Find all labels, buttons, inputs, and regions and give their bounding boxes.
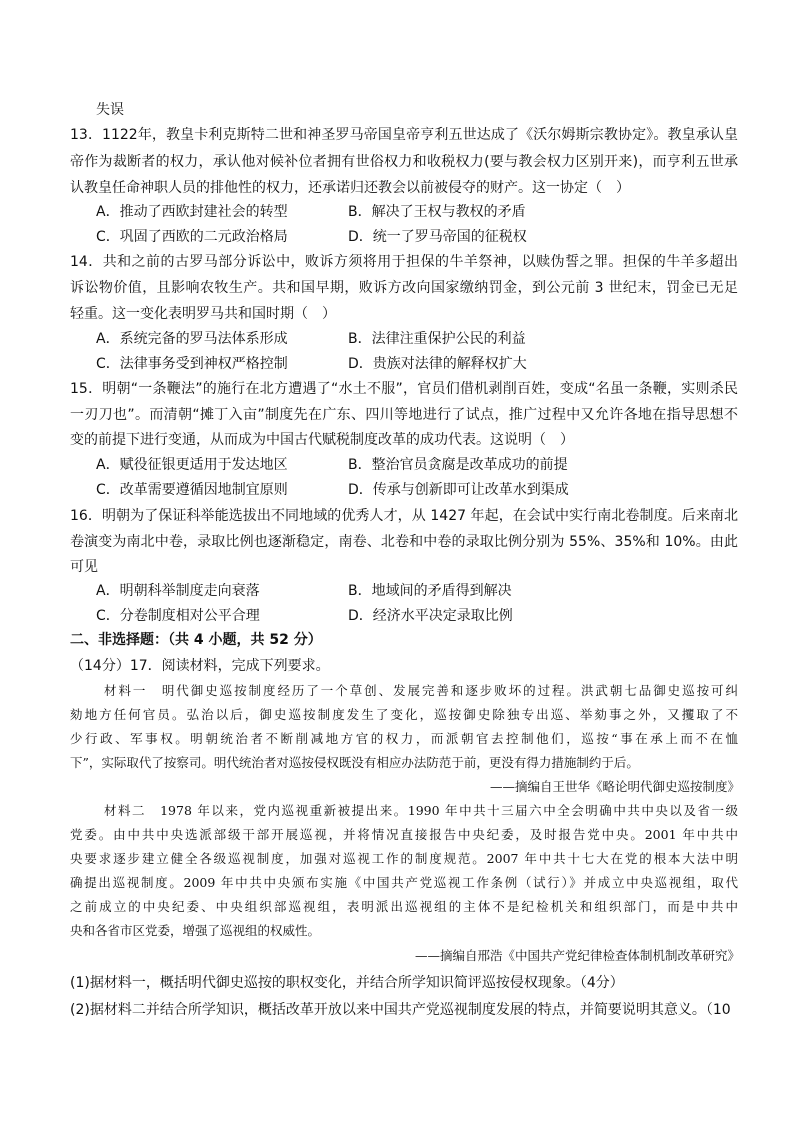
- option-b: B．地域间的矛盾得到解决: [348, 583, 512, 599]
- material-source: ——摘编自王世华《略论明代御史巡按制度》: [489, 779, 740, 794]
- option-b: B．解决了王权与教权的矛盾: [348, 204, 526, 220]
- question-line: 轻重。这一变化表明罗马共和国时期（ ）: [70, 306, 336, 322]
- option-c: C．法律事务受到神权严格控制: [96, 356, 288, 372]
- question-line: 变的前提下进行变通，从而成为中国古代赋税制度改革的成功代表。这说明（ ）: [70, 432, 574, 448]
- option-a: A．赋役征银更适用于发达地区: [96, 457, 288, 473]
- question-line: 认教皇任命神职人员的排他性的权力，还承诺归还教会以前被侵夺的财产。这一协定（ ）: [70, 180, 630, 196]
- option-d: D．贵族对法律的解释权扩大: [348, 356, 527, 372]
- material-line: 少行政、军事权。明朝统治者不断削减地方官的权力，而派朝官去控制他们，巡按“事在承上而不在恤: [70, 731, 738, 746]
- question-line: 14．共和之前的古罗马部分诉讼中，败诉方须将用于担保的牛羊祭神，以赎伪誓之罪。担保的牛羊多超出: [70, 254, 738, 270]
- question-line: 13．1122年，教皇卡利克斯特二世和神圣罗马帝国皇帝亨利五世达成了《沃尔姆斯宗教协定》。教皇承认皇: [70, 127, 738, 143]
- material-line: 劾地方任何官员。弘治以后，御史巡按制度发生了变化，巡按御史除独专出巡、举劾事之外，又攫取了不: [70, 707, 738, 722]
- material-line: 央要求逐步建立健全各级巡视制度，加强对巡视工作的制度规范。2007 年中共十七大在党的根本大法中明: [70, 851, 738, 866]
- option-b: B．法律注重保护公民的利益: [348, 331, 526, 347]
- material-line: 下”，实际取代了按察司。明代统治者对巡按侵权既没有相应办法防范于前，更没有得力措施制约于后。: [70, 755, 639, 770]
- material-line: 材料一 明代御史巡按制度经历了一个草创、发展完善和逐步败坏的过程。洪武朝七品御史巡按可纠: [104, 683, 738, 698]
- material-line: 确提出巡视制度。2009 年中共中央颁布实施《中国共产党巡视工作条例（试行）》并成立中央巡视组，取代: [70, 875, 738, 890]
- question-line: 诉讼物价值，且影响农牧生产。共和国早期，败诉方改向国家缴纳罚金，到公元前 3 世纪末，罚金已无足: [70, 280, 738, 296]
- option-d: D．经济水平决定录取比例: [348, 608, 513, 624]
- option-d: D．统一了罗马帝国的征税权: [348, 229, 527, 245]
- question-line: 16．明朝为了保证科举能选拔出不同地域的优秀人才，从 1427 年起，在会试中实行南北卷制度。后来南北: [70, 508, 738, 524]
- question-line: 帝作为裁断者的权力，承认他对候补位者拥有世俗权力和收税权力(要与教会权力区别开来)，而亨利五世承: [70, 154, 738, 170]
- material-line: 之前成立的中央纪委、中央组织部巡视组，表明派出巡视组的主体不是纪检机关和组织部门，而是中共中: [70, 899, 738, 914]
- sub-question-1: (1)据材料一，概括明代御史巡按的职权变化，并结合所学知识简评巡按侵权现象。（4分）: [70, 975, 624, 991]
- option-a: A．系统完备的罗马法体系形成: [96, 331, 288, 347]
- option-c: C．巩固了西欧的二元政治格局: [96, 229, 288, 245]
- top-fragment: 失误: [96, 102, 124, 118]
- material-line: 材料二 1978 年以来，党内巡视重新被提出来。1990 年中共十三届六中全会明确中共中央以及省一级: [104, 803, 738, 818]
- question-line: 15．明朝“一条鞭法”的施行在北方遭遇了“水土不服”，官员们借机剥削百姓，变成“名虽一条鞭，实则杀民: [70, 381, 738, 397]
- sub-question-2: (2)据材料二并结合所学知识，概括改革开放以来中国共产党巡视制度发展的特点，并简要说明其意义。（10: [70, 1002, 731, 1018]
- q17-title: （14分）17．阅读材料，完成下列要求。: [70, 658, 330, 674]
- material-line: 央和各省市区党委，增强了巡视组的权威性。: [70, 923, 321, 938]
- question-line: 可见: [70, 559, 98, 575]
- option-a: A．推动了西欧封建社会的转型: [96, 204, 288, 220]
- option-c: C．分卷制度相对公平合理: [96, 608, 260, 624]
- option-d: D．传承与创新即可让改革水到渠成: [348, 482, 569, 498]
- option-b: B．整治官员贪腐是改革成功的前提: [348, 457, 568, 473]
- question-line: 一刃刀也”。而清朝“摊丁入亩”制度先在广东、四川等地进行了试点，推广过程中又允许各地在指导思想不: [70, 407, 738, 423]
- material-line: 党委。由中共中央选派部级干部开展巡视，并将情况直接报告中央纪委，及时报告党中央。2001 年中共中: [70, 827, 738, 842]
- option-c: C．改革需要遵循因地制宜原则: [96, 482, 288, 498]
- section-title: 二、非选择题：（共 4 小题，共 52 分）: [70, 632, 322, 648]
- question-line: 卷演变为南北中卷，录取比例也逐渐稳定，南卷、北卷和中卷的录取比例分别为 55%、35%和 10%。由此: [70, 534, 738, 550]
- material-source: ——摘编自邢浩《中国共产党纪律检查体制机制改革研究》: [414, 948, 740, 963]
- option-a: A．明朝科举制度走向衰落: [96, 583, 260, 599]
